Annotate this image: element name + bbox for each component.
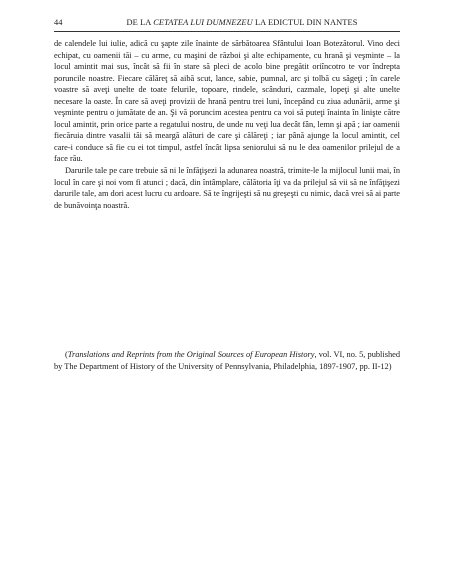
page-number: 44 xyxy=(54,18,63,27)
citation-open-paren: ( xyxy=(65,350,68,359)
paragraph: Darurile tale pe care trebuie să ni le înfăţişezi la adunarea noastră, trimite-le la mijlocul lunii mai, în locul în care şi noi vom fi atunci ; dacă, din întâmplare, călătoria îţi va da prilejul să vii să ne înfăţişezi darurile tale, am dori acest lucru cu ardoare. Să te îngrijeşti să nu greşeşti cu nimic, dacă vrei să ai parte de bunăvoinţa noastră. xyxy=(54,166,400,210)
citation-details: , vol. VI, no. 5, published by The Department of History of the University of Pennsylvania, Philadelphia, 1897-1907, pp. II-12) xyxy=(54,350,400,371)
body-text xyxy=(54,38,400,211)
citation-source-title: Translations and Reprints from the Original Sources of European History xyxy=(67,350,315,359)
running-head xyxy=(84,18,400,27)
running-head-suffix: LA EDICTUL DIN NANTES xyxy=(252,18,358,27)
paragraph: de calendele lui iulie, adică cu şapte zile înainte de sărbătoarea Sfântului Ioan Botezătorul. Vino deci echipat, cu oamenii tăi – cu arme, cu maşini de război şi alte echipamente, cu hrană şi veşminte – la locul amintit mai sus, încât să fii în stare să pleci de acolo bine pregătit oriîncotro te vor îndrepta poruncile noastre. Fiecare călăreţ să aibă scut, lance, sabie, pumnal, arc şi tolbă cu săgeţi ; în carele voastre să aveţi unelte de toate felurile, topoare, rindele, scânduri, cazmale, lopeţi şi alte unelte necesare la oaste. În care să aveţi provizii de hrană pentru trei luni, începând cu ziua adunării, arme şi veşminte pentru o jumătate de an. Şi vă poruncim acestea pentru ca voi să puteţi înainta în linişte către locul amintit, prin orice parte a regatului nostru, de unde nu veţi lua decât fân, lemn şi apă ; iar oamenii fiecăruia dintre vasalii tăi să meargă alături de care şi călăreţi ; iar până ajunge la locul amintit, cel care-i conduce să fie cu ei tot timpul, astfel încât lipsa seniorului să nu le dea oamenilor prilejul de a face rău. xyxy=(54,39,400,164)
source-citation xyxy=(54,349,400,372)
page-header xyxy=(54,18,400,31)
running-head-prefix: DE LA xyxy=(126,18,154,27)
header-rule xyxy=(54,31,400,32)
running-head-italic-title: CETATEA LUI DUMNEZEU xyxy=(153,18,253,27)
